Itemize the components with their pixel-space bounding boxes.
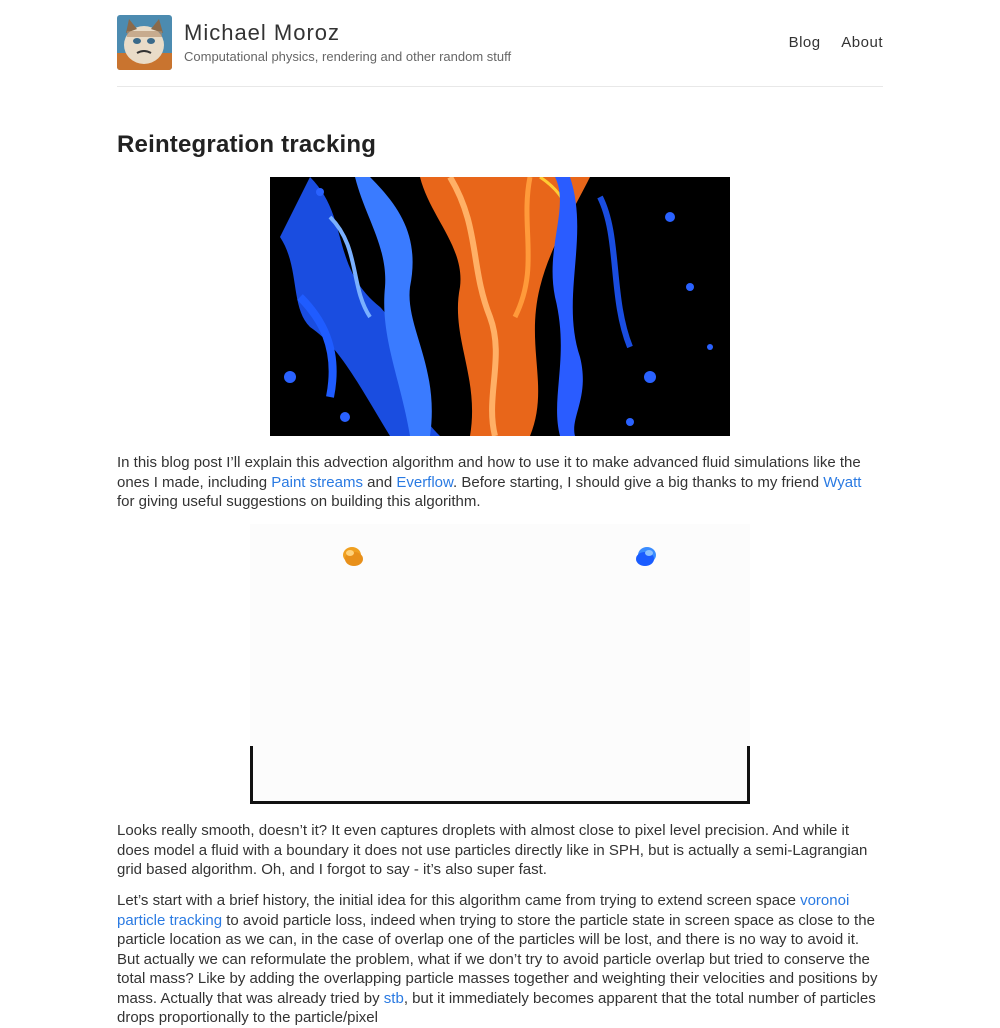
history-text-1: Let’s start with a brief history, the initial idea for this algorithm came from trying to extend screen space	[117, 892, 801, 909]
intro-text-2: and	[362, 473, 397, 491]
everflow-link[interactable]: Everflow	[396, 473, 454, 491]
stb-link[interactable]: stb	[383, 989, 404, 1007]
site-nav	[773, 34, 883, 51]
nav-blog-link[interactable]: Blog	[788, 34, 821, 51]
page	[117, 0, 883, 1026]
site-description: Computational physics, rendering and other random stuff	[184, 49, 512, 64]
voronoi-tracking-link[interactable]: voronoi particle tracking	[117, 892, 850, 929]
post-title: Reintegration tracking	[117, 131, 377, 158]
hero-fluid-image	[270, 177, 730, 436]
fluid-simulation-image	[270, 177, 730, 436]
blue-droplet-icon	[633, 544, 659, 570]
history-paragraph	[117, 891, 883, 1028]
intro-paragraph	[117, 453, 883, 512]
paint-streams-link[interactable]: Paint streams	[271, 473, 363, 491]
avatar[interactable]	[117, 15, 172, 70]
intro-text-3: . Before starting, I should give a big thanks to my friend	[453, 473, 824, 491]
orange-droplet-icon	[340, 544, 366, 570]
fluid-simulation-animation	[250, 524, 750, 804]
wyatt-link[interactable]: Wyatt	[823, 473, 862, 491]
tank-left-wall	[250, 746, 253, 804]
site-header	[117, 0, 883, 87]
cat-avatar-icon	[117, 15, 172, 70]
site-title[interactable]: Michael Moroz	[184, 20, 341, 45]
intro-text-1: In this blog post I’ll explain this advection algorithm and how to use it to make advanced fluid simulations like the ones I made, including	[117, 454, 861, 491]
nav-about-link[interactable]: About	[841, 34, 883, 51]
history-text-2: to avoid particle loss, indeed when trying to store the particle state in screen space as close to the particle location as we can, in the case of overlap one of the particles will be lost, and there is no way to avoid it. But actually we can reformulate the problem, what if we don’t try to avoid particle overlap but tried to conserve the total mass? Like by adding the overlapping particle masses together and weighting their velocities and positions by mass. Actually that was already tried by	[117, 911, 878, 1007]
intro-text-4: for giving useful suggestions on building this algorithm.	[117, 493, 481, 510]
tank-floor	[250, 801, 750, 804]
tank-right-wall	[747, 746, 750, 804]
history-text-3: , but it immediately becomes apparent that the total number of particles drops proportionally to the particle/pixel	[117, 989, 876, 1026]
smooth-paragraph: Looks really smooth, doesn’t it? It even captures droplets with almost close to pixel level precision. And while it does model a fluid with a boundary it does not use particles directly like in SPH, but is actually a semi-Lagrangian grid based algorithm. Oh, and I forgot to say - it’s also super fast.	[117, 822, 868, 878]
